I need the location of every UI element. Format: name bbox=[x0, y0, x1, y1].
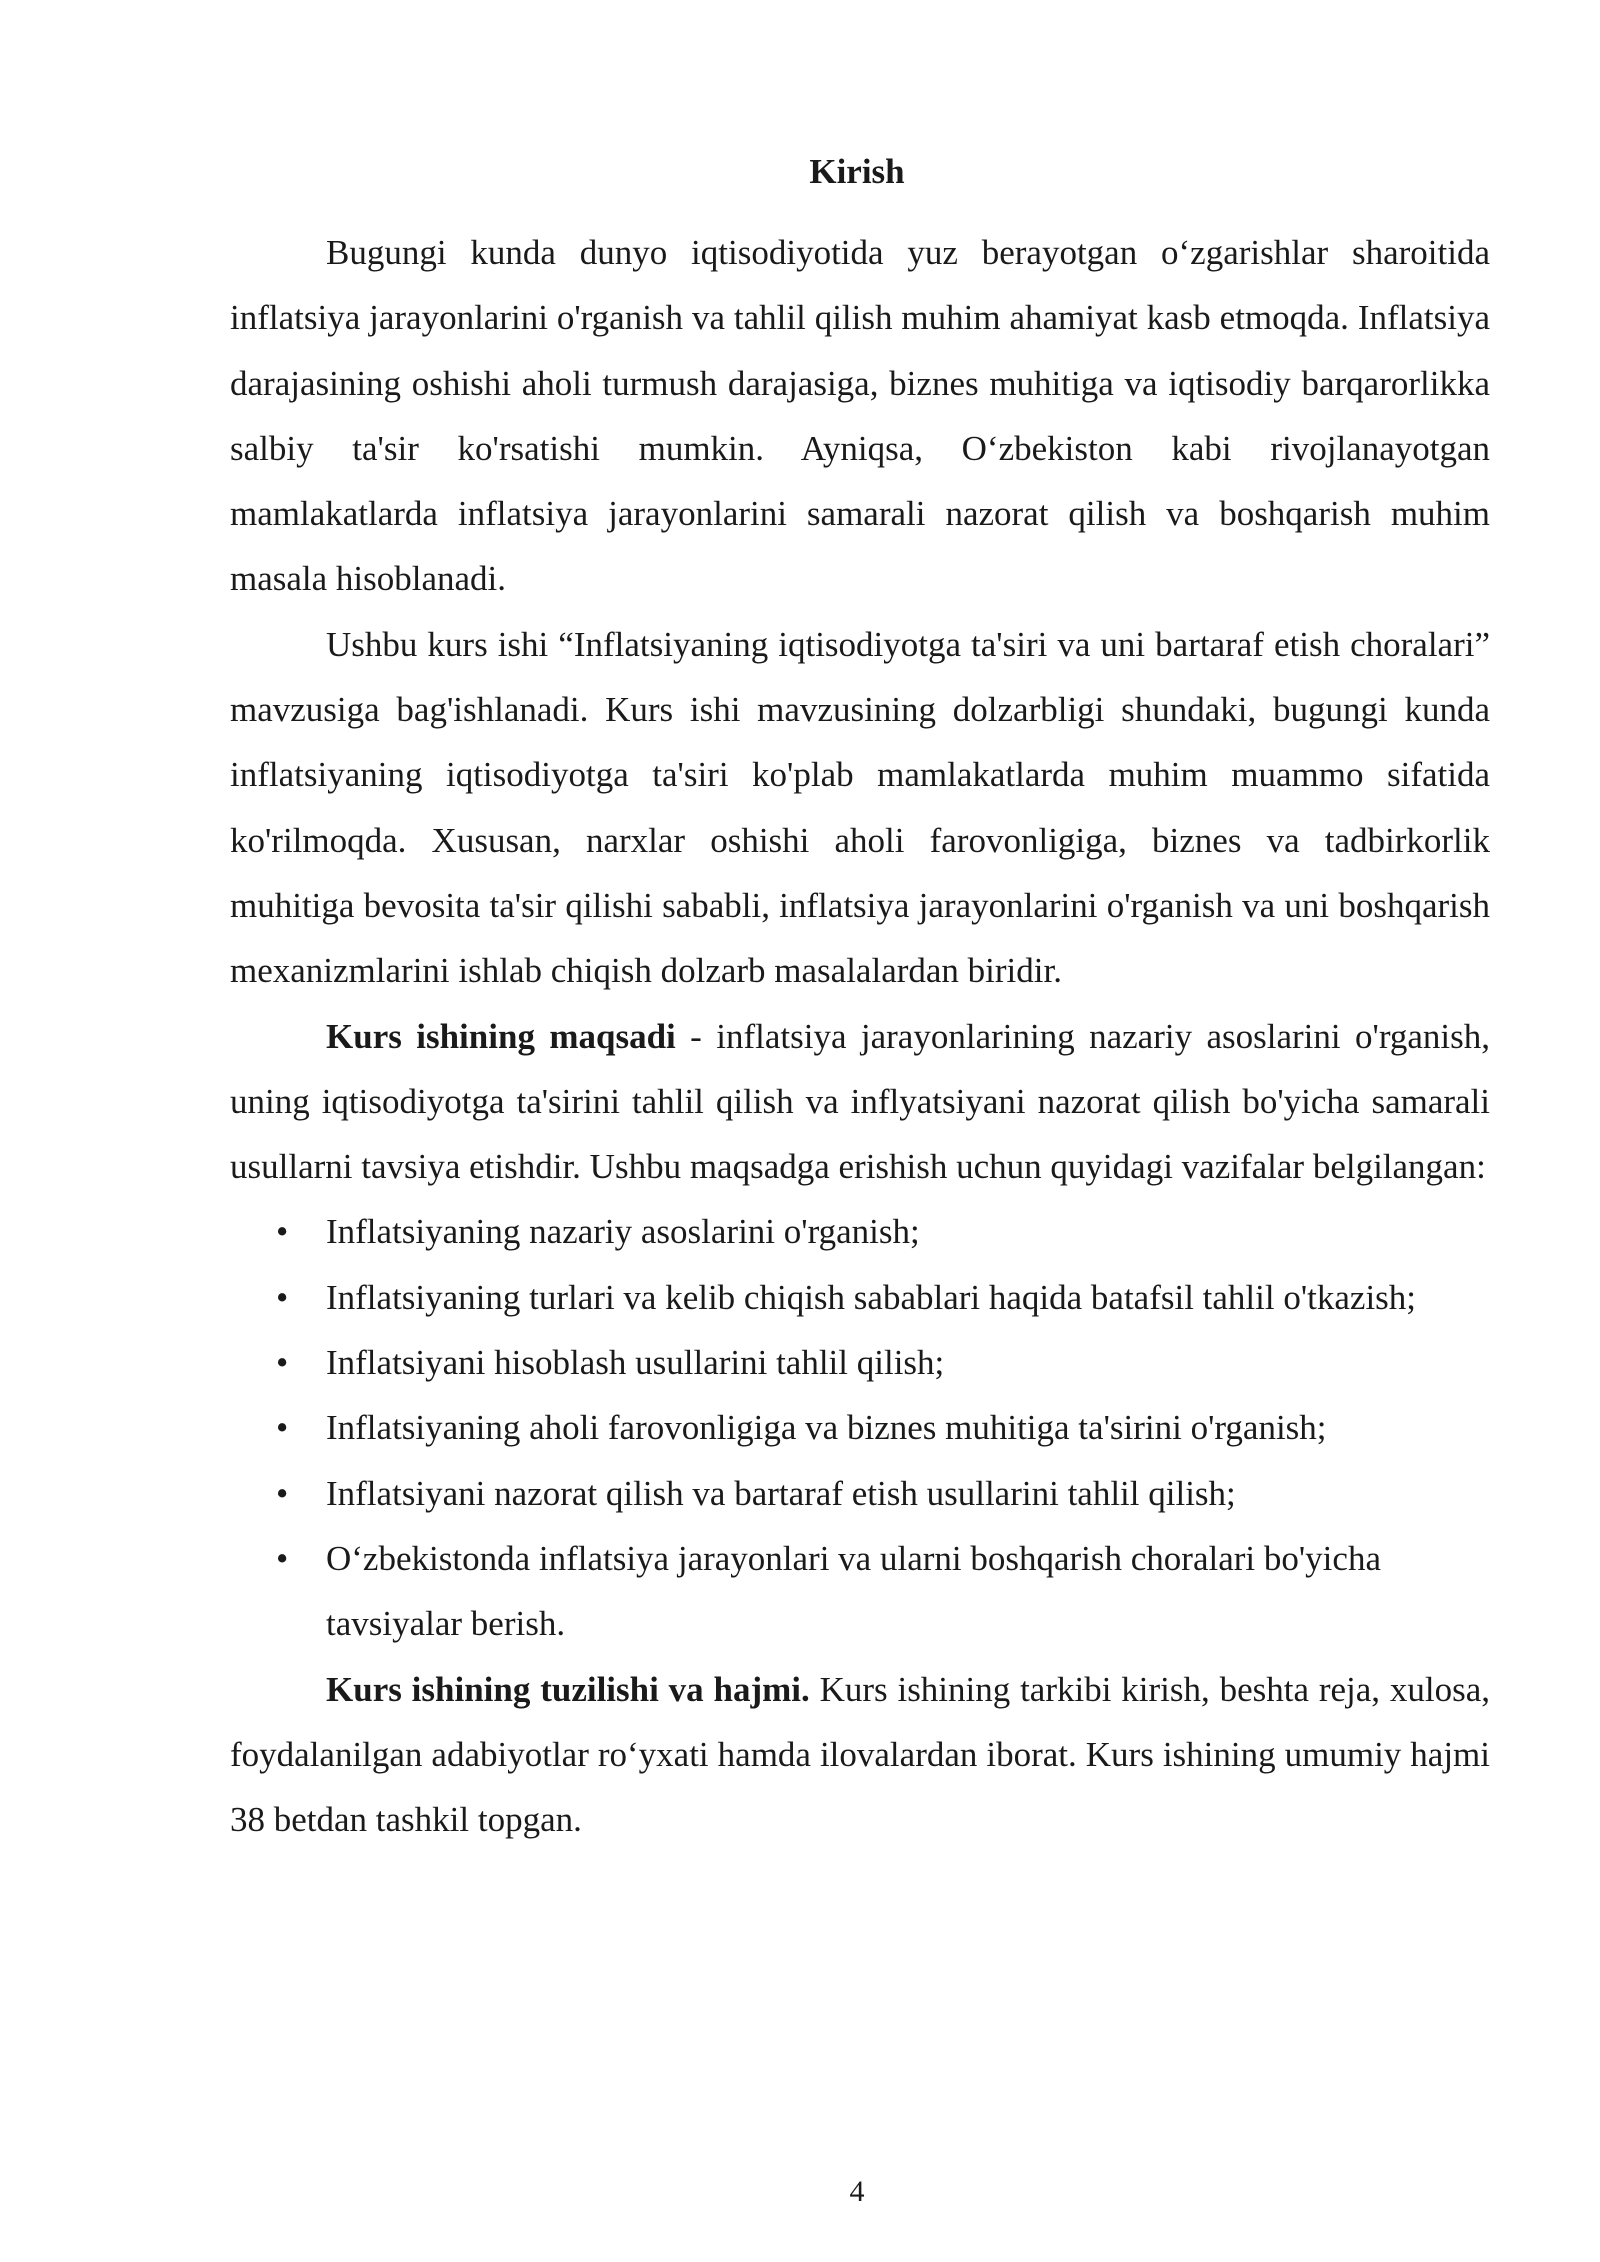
list-item bbox=[230, 1395, 1510, 1460]
goal-text: - inflatsiya jarayonlarining nazariy asoslarini o'rganish, uning iqtisodiyotga ta'sirini tahlil qilish va inflyatsiyani nazorat qilish bo'yicha samarali usullarni tavsiya etishdir. Ushbu maqsadga erishish uchun quyidagi vazifalar belgilangan: bbox=[230, 1016, 1490, 1187]
relevance-paragraph: Ushbu kurs ishi “Inflatsiyaning iqtisodiyotga ta'siri va uni bartaraf etish choralari” mavzusiga bag'ishlanadi. Kurs ishi mavzusining dolzarbligi shundaki, bugungi kunda inflatsiyaning iqtisodiyotga ta'siri ko'plab mamlakatlarda muhim muammo sifatida ko'rilmoqda. Xususan, narxlar oshishi aholi farovonligiga, biznes va tadbirkorlik muhitiga bevosita ta'sir qilishi sababli, inflatsiya jarayonlarini o'rganish va uni boshqarish mexanizmlarini ishlab chiqish dolzarb masalalardan biridir. bbox=[230, 624, 1490, 991]
bullet-icon: • bbox=[276, 1473, 289, 1513]
list-item bbox=[230, 1461, 1510, 1526]
list-item-text: Inflatsiyani hisoblash usullarini tahlil qilish; bbox=[326, 1343, 945, 1383]
intro-paragraph: Bugungi kunda dunyo iqtisodiyotida yuz berayotgan o‘zgarishlar sharoitida inflatsiya jarayonlarini o'rganish va tahlil qilish muhim ahamiyat kasb etmoqda. Inflatsiya darajasining oshishi aholi turmush darajasiga, biznes muhitiga va iqtisodiy barqarorlikka salbiy ta'sir ko'rsatishi mumkin. Ayniqsa, O‘zbekiston kabi rivojlanayotgan mamlakatlarda inflatsiya jarayonlarini samarali nazorat qilish va boshqarish muhim masala hisoblanadi. bbox=[230, 233, 1490, 599]
goal-paragraph bbox=[230, 1004, 1490, 1200]
structure-text: Kurs ishining tarkibi kirish, beshta reja, xulosa, foydalanilgan adabiyotlar ro‘yxati hamda ilovalardan iborat. Kurs ishining umumiy hajmi 38 betdan tashkil topgan. bbox=[230, 1669, 1490, 1840]
list-item bbox=[230, 1265, 1510, 1330]
list-item-text: O‘zbekistonda inflatsiya jarayonlari va ularni boshqarish choralari bo'yicha tavsiyalar berish. bbox=[326, 1538, 1381, 1644]
structure-label: Kurs ishining tuzilishi va hajmi. bbox=[326, 1669, 810, 1709]
list-item bbox=[230, 1526, 1510, 1657]
bullet-icon: • bbox=[276, 1277, 289, 1317]
list-item bbox=[230, 1199, 1510, 1264]
list-item-text: Inflatsiyaning aholi farovonligiga va biznes muhitiga ta'sirini o'rganish; bbox=[326, 1408, 1327, 1448]
list-item bbox=[230, 1330, 1510, 1395]
bullet-icon: • bbox=[276, 1538, 289, 1578]
bullet-icon: • bbox=[276, 1212, 289, 1252]
list-item-text: Inflatsiyani nazorat qilish va bartaraf etish usullarini tahlil qilish; bbox=[326, 1473, 1236, 1513]
task-list bbox=[230, 1199, 1510, 1656]
section-heading: Kirish bbox=[809, 152, 905, 191]
list-item-text: Inflatsiyaning nazariy asoslarini o'rganish; bbox=[326, 1212, 920, 1252]
bullet-icon: • bbox=[276, 1408, 289, 1448]
page-number: 4 bbox=[849, 2175, 865, 2208]
goal-label: Kurs ishining maqsadi bbox=[326, 1016, 676, 1056]
list-item-text: Inflatsiyaning turlari va kelib chiqish sabablari haqida batafsil tahlil o'tkazish; bbox=[326, 1277, 1417, 1317]
bullet-icon: • bbox=[276, 1343, 289, 1383]
structure-paragraph bbox=[230, 1657, 1490, 1853]
page-body bbox=[230, 220, 1490, 1852]
